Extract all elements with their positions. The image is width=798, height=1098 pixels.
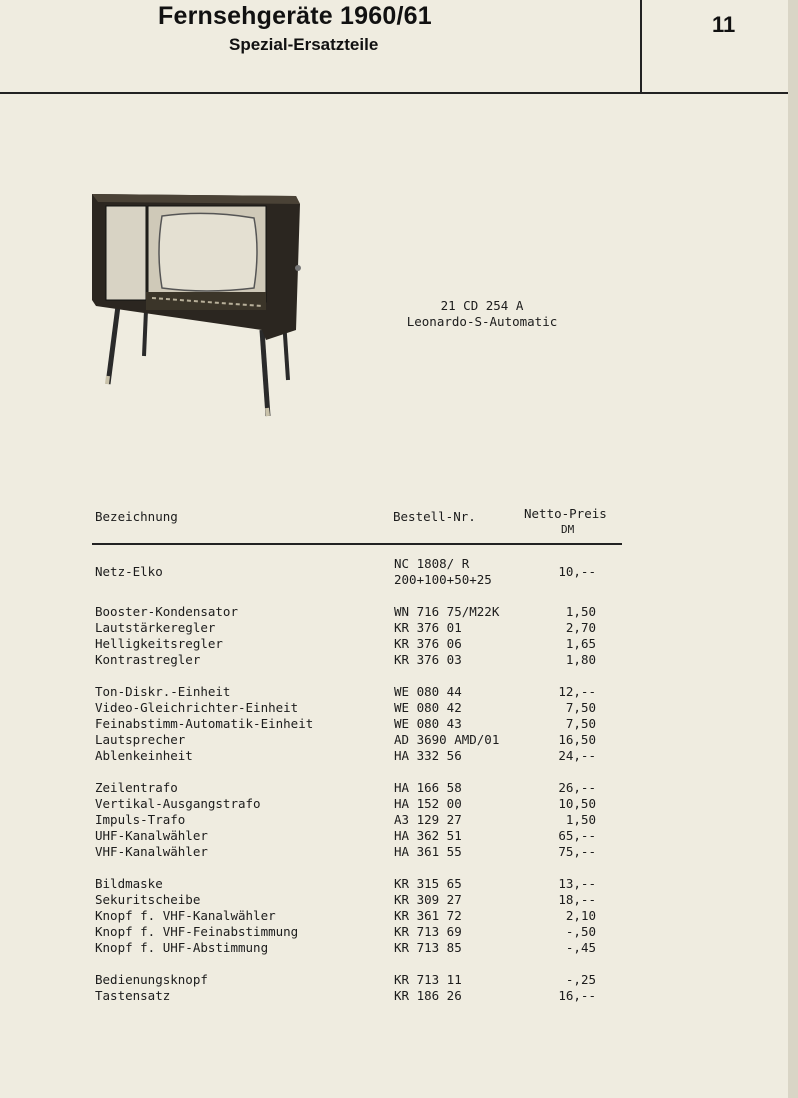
order-number: WN 716 75/M22K <box>394 604 500 619</box>
table-row <box>0 636 798 652</box>
page-title: Fernsehgeräte 1960/61 <box>158 2 432 30</box>
tv-set-illustration <box>86 180 316 425</box>
part-name: Netz-Elko <box>95 564 163 579</box>
order-number: HA 361 55 <box>394 844 462 859</box>
part-name: Vertikal-Ausgangstrafo <box>95 796 261 811</box>
net-price: 7,50 <box>565 716 596 731</box>
net-price: -,45 <box>565 940 596 955</box>
order-number: KR 713 11 <box>394 972 462 987</box>
net-price: 75,-- <box>558 844 596 859</box>
page-number: 11 <box>712 12 736 37</box>
column-header-currency: DM <box>561 523 575 536</box>
part-name: Bedienungsknopf <box>95 972 208 987</box>
part-name: Helligkeitsregler <box>95 636 223 651</box>
table-row <box>0 684 798 700</box>
table-row <box>0 924 798 940</box>
order-number: A3 129 27 <box>394 812 462 827</box>
table-row <box>0 828 798 844</box>
net-price: -,50 <box>565 924 596 939</box>
net-price: 13,-- <box>558 876 596 891</box>
model-name: Leonardo-S-Automatic <box>406 314 558 329</box>
order-number: KR 361 72 <box>394 908 462 923</box>
net-price: 16,50 <box>558 732 596 747</box>
table-row <box>0 908 798 924</box>
net-price: 26,-- <box>558 780 596 795</box>
order-number: HA 166 58 <box>394 780 462 795</box>
table-row <box>0 988 798 1004</box>
table-row <box>0 620 798 636</box>
header-divider <box>640 0 642 93</box>
order-number-values: 200+100+50+25 <box>394 572 492 587</box>
net-price: 2,10 <box>565 908 596 923</box>
table-row <box>0 796 798 812</box>
page-subtitle: Spezial-Ersatzteile <box>229 35 379 54</box>
part-name: Sekuritscheibe <box>95 892 201 907</box>
order-number: WE 080 44 <box>394 684 462 699</box>
part-name: UHF-Kanalwähler <box>95 828 208 843</box>
net-price: 1,50 <box>565 812 596 827</box>
table-row <box>0 748 798 764</box>
order-number: KR 376 06 <box>394 636 462 651</box>
net-price: 65,-- <box>558 828 596 843</box>
column-header-order-no: Bestell-Nr. <box>393 509 476 524</box>
order-number: KR 186 26 <box>394 988 462 1003</box>
model-number: 21 CD 254 A <box>440 298 524 313</box>
order-number: KR 376 03 <box>394 652 462 667</box>
net-price: 7,50 <box>565 700 596 715</box>
part-name: VHF-Kanalwähler <box>95 844 208 859</box>
order-number: WE 080 42 <box>394 700 462 715</box>
part-name: Knopf f. VHF-Feinabstimmung <box>95 924 299 939</box>
order-number: KR 713 69 <box>394 924 462 939</box>
table-row <box>0 892 798 908</box>
table-row <box>0 716 798 732</box>
table-row <box>0 940 798 956</box>
part-name: Kontrastregler <box>95 652 201 667</box>
order-number: HA 152 00 <box>394 796 462 811</box>
table-row <box>0 812 798 828</box>
table-row <box>0 556 798 588</box>
net-price: 12,-- <box>558 684 596 699</box>
part-name: Lautstärkeregler <box>95 620 216 635</box>
part-name: Ablenkeinheit <box>95 748 193 763</box>
net-price: 10,-- <box>558 564 596 579</box>
order-number: WE 080 43 <box>394 716 462 731</box>
part-name: Knopf f. UHF-Abstimmung <box>95 940 269 955</box>
order-number: KR 309 27 <box>394 892 462 907</box>
column-header-price: Netto-Preis <box>524 506 607 521</box>
table-row <box>0 780 798 796</box>
order-number: NC 1808/ R <box>394 556 470 571</box>
part-name: Knopf f. VHF-Kanalwähler <box>95 908 276 923</box>
part-name: Ton-Diskr.-Einheit <box>95 684 231 699</box>
column-header-name: Bezeichnung <box>95 509 178 524</box>
net-price: 10,50 <box>558 796 596 811</box>
table-row <box>0 604 798 620</box>
table-row <box>0 732 798 748</box>
table-row <box>0 972 798 988</box>
order-number: HA 332 56 <box>394 748 462 763</box>
header-rule <box>0 92 788 94</box>
table-row <box>0 844 798 860</box>
model-label <box>392 298 572 330</box>
table-header-rule <box>92 543 622 545</box>
part-name: Lautsprecher <box>95 732 186 747</box>
part-name: Zeilentrafo <box>95 780 178 795</box>
order-number: KR 713 85 <box>394 940 462 955</box>
part-name: Tastensatz <box>95 988 171 1003</box>
order-number: KR 376 01 <box>394 620 462 635</box>
net-price: 2,70 <box>565 620 596 635</box>
order-number: AD 3690 AMD/01 <box>394 732 500 747</box>
part-name: Video-Gleichrichter-Einheit <box>95 700 299 715</box>
net-price: 1,80 <box>565 652 596 667</box>
net-price: 1,65 <box>565 636 596 651</box>
net-price: 24,-- <box>558 748 596 763</box>
part-name: Impuls-Trafo <box>95 812 186 827</box>
part-name: Feinabstimm-Automatik-Einheit <box>95 716 314 731</box>
net-price: 16,-- <box>558 988 596 1003</box>
part-name: Booster-Kondensator <box>95 604 238 619</box>
net-price: -,25 <box>565 972 596 987</box>
order-number: HA 362 51 <box>394 828 462 843</box>
part-name: Bildmaske <box>95 876 163 891</box>
net-price: 1,50 <box>565 604 596 619</box>
net-price: 18,-- <box>558 892 596 907</box>
table-row <box>0 652 798 668</box>
table-row <box>0 876 798 892</box>
order-number: KR 315 65 <box>394 876 462 891</box>
table-row <box>0 700 798 716</box>
